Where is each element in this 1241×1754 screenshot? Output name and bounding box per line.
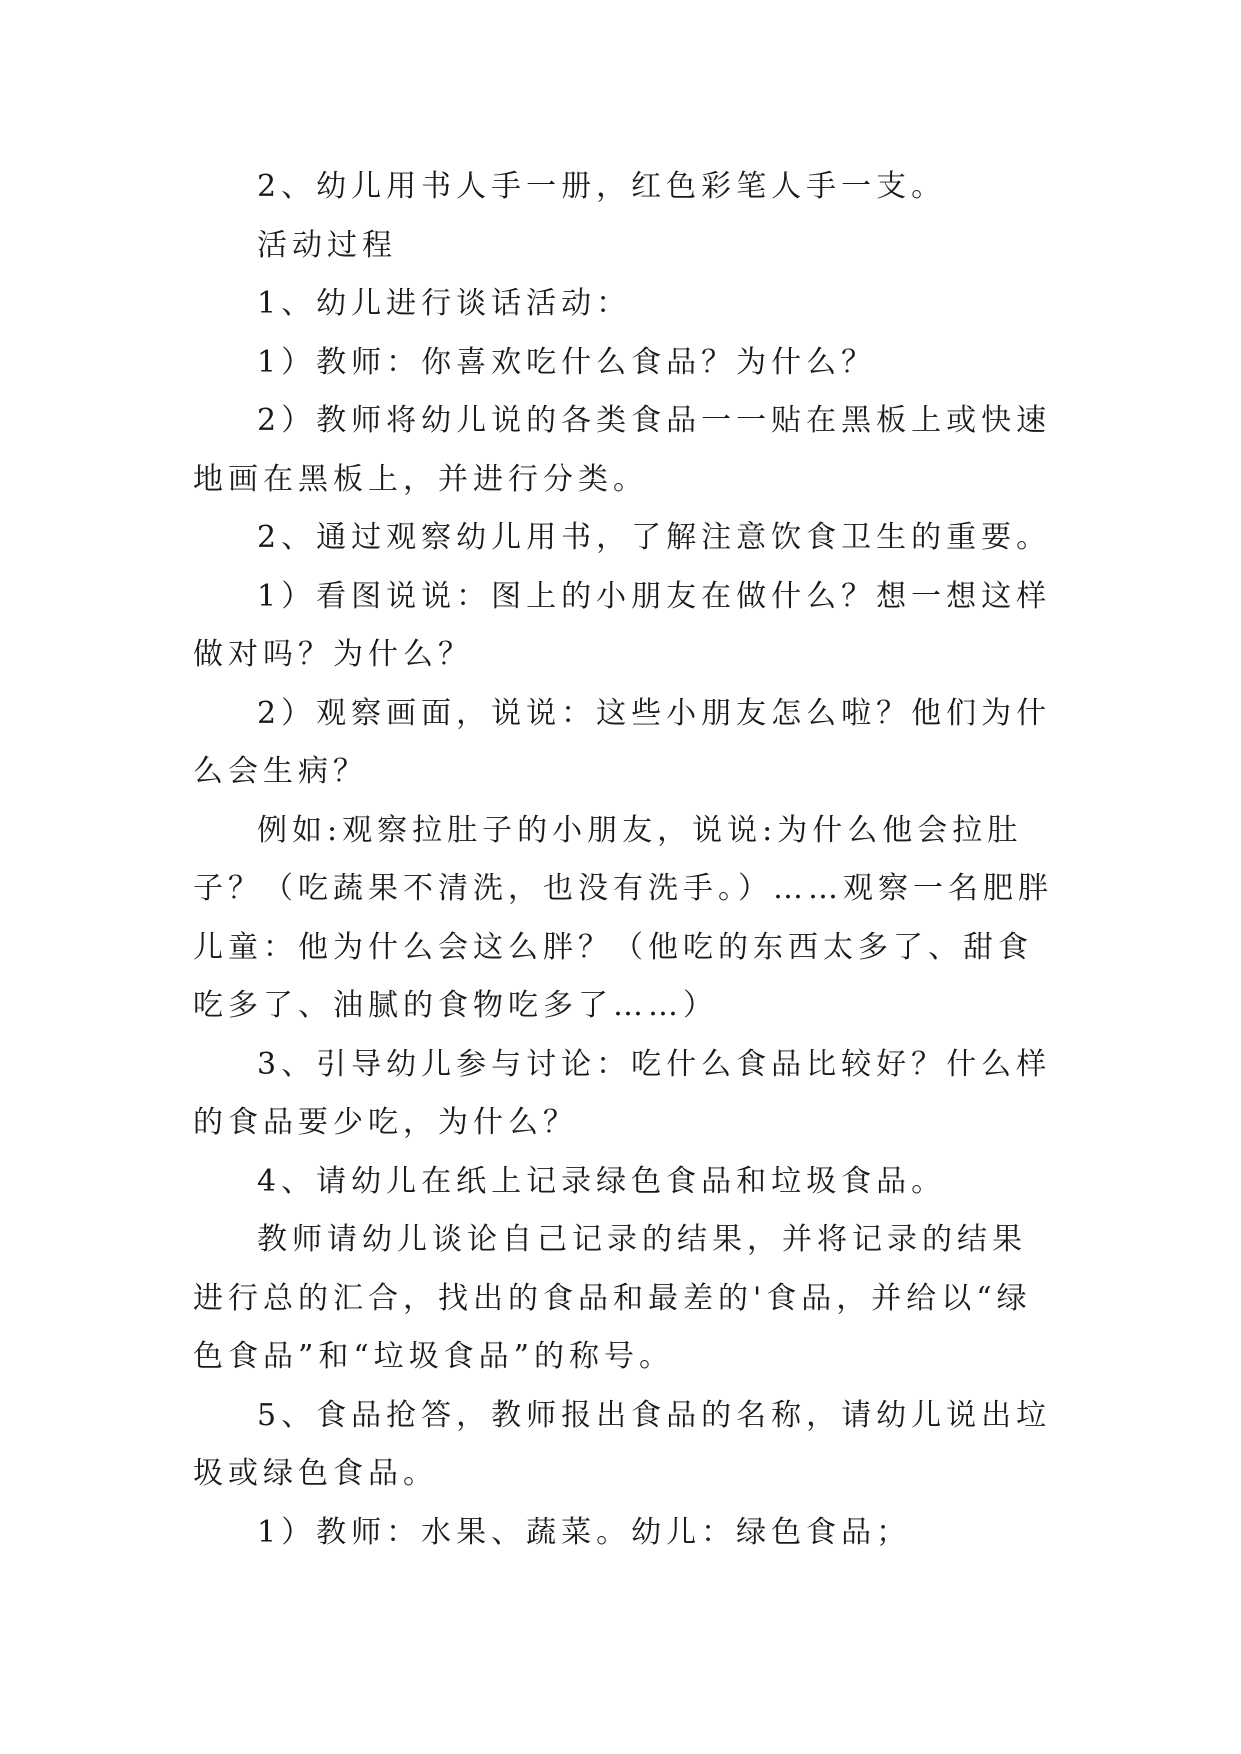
paragraph-materials-books: 2、幼儿用书人手一册，红色彩笔人手一支。 (257, 169, 947, 204)
paragraph-step-1: 1、幼儿进行谈话活动： (257, 286, 632, 321)
paragraph-step-2-1: 1）看图说说：图上的小朋友在做什么？想一想这样做对吗？为什么？ (193, 578, 1052, 672)
paragraph-step-5-1: 1）教师：水果、蔬菜。幼儿：绿色食品； (257, 1514, 912, 1550)
paragraph-example: 例如:观察拉肚子的小朋友，说说:为什么他会拉肚子？（吃蔬果不清洗，也没有洗手。）……观察一名肥胖儿童：他为什么会这么胖？（他吃的东西太多了、甜食吃多了、油腻的食物吃多了……） (193, 812, 1053, 1023)
document-body (193, 158, 1053, 1562)
paragraph-step-2: 2、通过观察幼儿用书，了解注意饮食卫生的重要。 (257, 520, 1052, 555)
paragraph-step-3: 3、引导幼儿参与讨论：吃什么食品比较好？什么样的食品要少吃，为什么？ (193, 1046, 1052, 1140)
paragraph-step-2-2: 2）观察画面，说说：这些小朋友怎么啦？他们为什么会生病？ (193, 695, 1052, 789)
paragraph-step-4-detail: 教师请幼儿谈论自己记录的结果，并将记录的结果进行总的汇合，找出的食品和最差的'食品，并给以“绿色食品”和“垃圾食品”的称号。 (193, 1222, 1032, 1374)
paragraph-step-5: 5、食品抢答，教师报出食品的名称，请幼儿说出垃圾或绿色食品。 (193, 1397, 1052, 1491)
paragraph-step-1-2: 2）教师将幼儿说的各类食品一一贴在黑板上或快速地画在黑板上，并进行分类。 (193, 403, 1052, 497)
paragraph-step-1-1: 1）教师：你喜欢吃什么食品？为什么？ (257, 344, 877, 380)
paragraph-step-4: 4、请幼儿在纸上记录绿色食品和垃圾食品。 (257, 1163, 947, 1199)
section-heading-activity-process: 活动过程 (257, 227, 397, 263)
